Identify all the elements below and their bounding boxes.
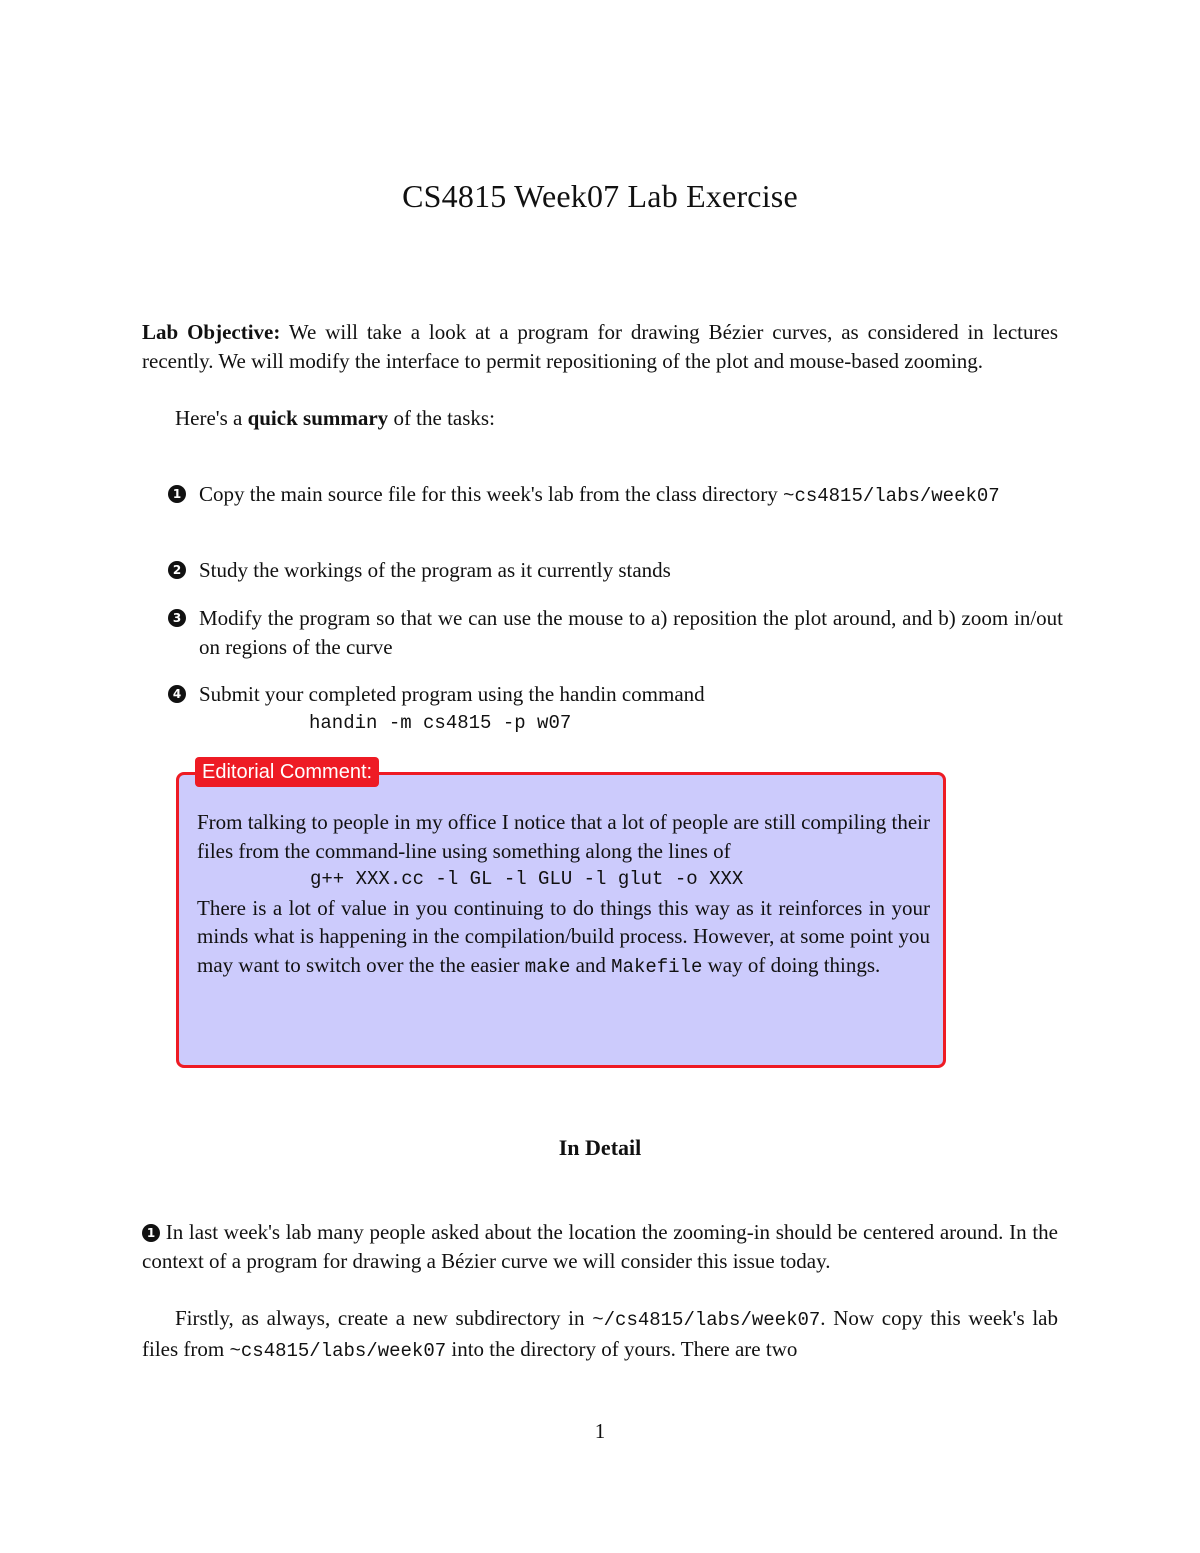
task-1-code: ~cs4815/labs/week07: [783, 485, 1000, 507]
compile-command: g++ XXX.cc -l GL -l GLU -l glut -o XXX: [310, 868, 744, 891]
detail-paragraph-1: [142, 1218, 1058, 1276]
detail-p2-path1: ~/cs4815/labs/week07: [592, 1309, 821, 1331]
detail-p1-text: In last week's lab many people asked about the location the zooming-in should be centered around. In the context of a program for drawing a Bézier curve we will consider this issue today.: [142, 1220, 1058, 1273]
task-item-4: [168, 680, 1063, 709]
detail-paragraph-2: [142, 1304, 1058, 1366]
objective-label: Lab Objective:: [142, 320, 281, 344]
detail-p2-path2: ~cs4815/labs/week07: [229, 1340, 447, 1362]
page-title: CS4815 Week07 Lab Exercise: [402, 178, 798, 214]
editorial-p2-c: way of doing things.: [707, 952, 881, 977]
editorial-make: make: [524, 955, 571, 978]
lab-objective-paragraph: [142, 318, 1058, 376]
summary-pre: Here's a: [175, 406, 243, 430]
editorial-paragraph-1: From talking to people in my office I notice that a lot of people are still compiling their files from the command-line using something along the lines of: [197, 810, 930, 863]
detail-step-1-icon: 1: [142, 1224, 160, 1242]
summary-bold: quick summary: [247, 406, 389, 430]
editorial-comment-text: [197, 808, 930, 982]
section-heading: In Detail: [558, 1135, 642, 1160]
task-2-text: Study the workings of the program as it currently stands: [199, 558, 671, 582]
step-2-icon: 2: [168, 561, 186, 579]
objective-text: We will take a look at a program for drawing Bézier curves, as considered in lectures recently. We will modify the interface to permit repositioning of the plot and mouse-based zooming.: [142, 320, 1058, 373]
detail-p2-b: . Now copy this week's lab files from: [142, 1306, 1059, 1361]
task-4-text: Submit your completed program using the handin command: [199, 682, 705, 706]
task-1-text: Copy the main source file for this week's lab from the class directory: [199, 482, 778, 506]
task-item-1: [168, 480, 1063, 511]
task-item-2: [168, 556, 1063, 585]
step-4-icon: 4: [168, 685, 186, 703]
editorial-paragraph-2: [197, 894, 930, 982]
editorial-p2-b: and: [575, 952, 606, 977]
step-3-icon: 3: [168, 609, 186, 627]
editorial-p2-a: There is a lot of value in you continuing to do things this way as it reinforces in your minds what is happening in the compilation/build process. However, at some point you may want to switch over the the easier: [197, 895, 930, 977]
summary-intro: [142, 404, 1058, 433]
task-3-text: Modify the program so that we can use the mouse to a) reposition the plot around, and b) zoom in/out on regions of the curve: [199, 606, 1063, 659]
summary-post: of the tasks:: [393, 406, 495, 430]
detail-p2-c: into the directory of yours. There are two: [451, 1337, 798, 1361]
detail-p2-a: Firstly, as always, create a new subdirectory in: [175, 1306, 585, 1330]
editorial-makefile: Makefile: [611, 955, 703, 978]
task-item-3: [168, 604, 1063, 662]
editorial-comment-tag: Editorial Comment:: [195, 757, 379, 787]
handin-command: handin -m cs4815 -p w07: [309, 712, 572, 734]
page-number: 1: [594, 1419, 606, 1443]
step-1-icon: 1: [168, 485, 186, 503]
